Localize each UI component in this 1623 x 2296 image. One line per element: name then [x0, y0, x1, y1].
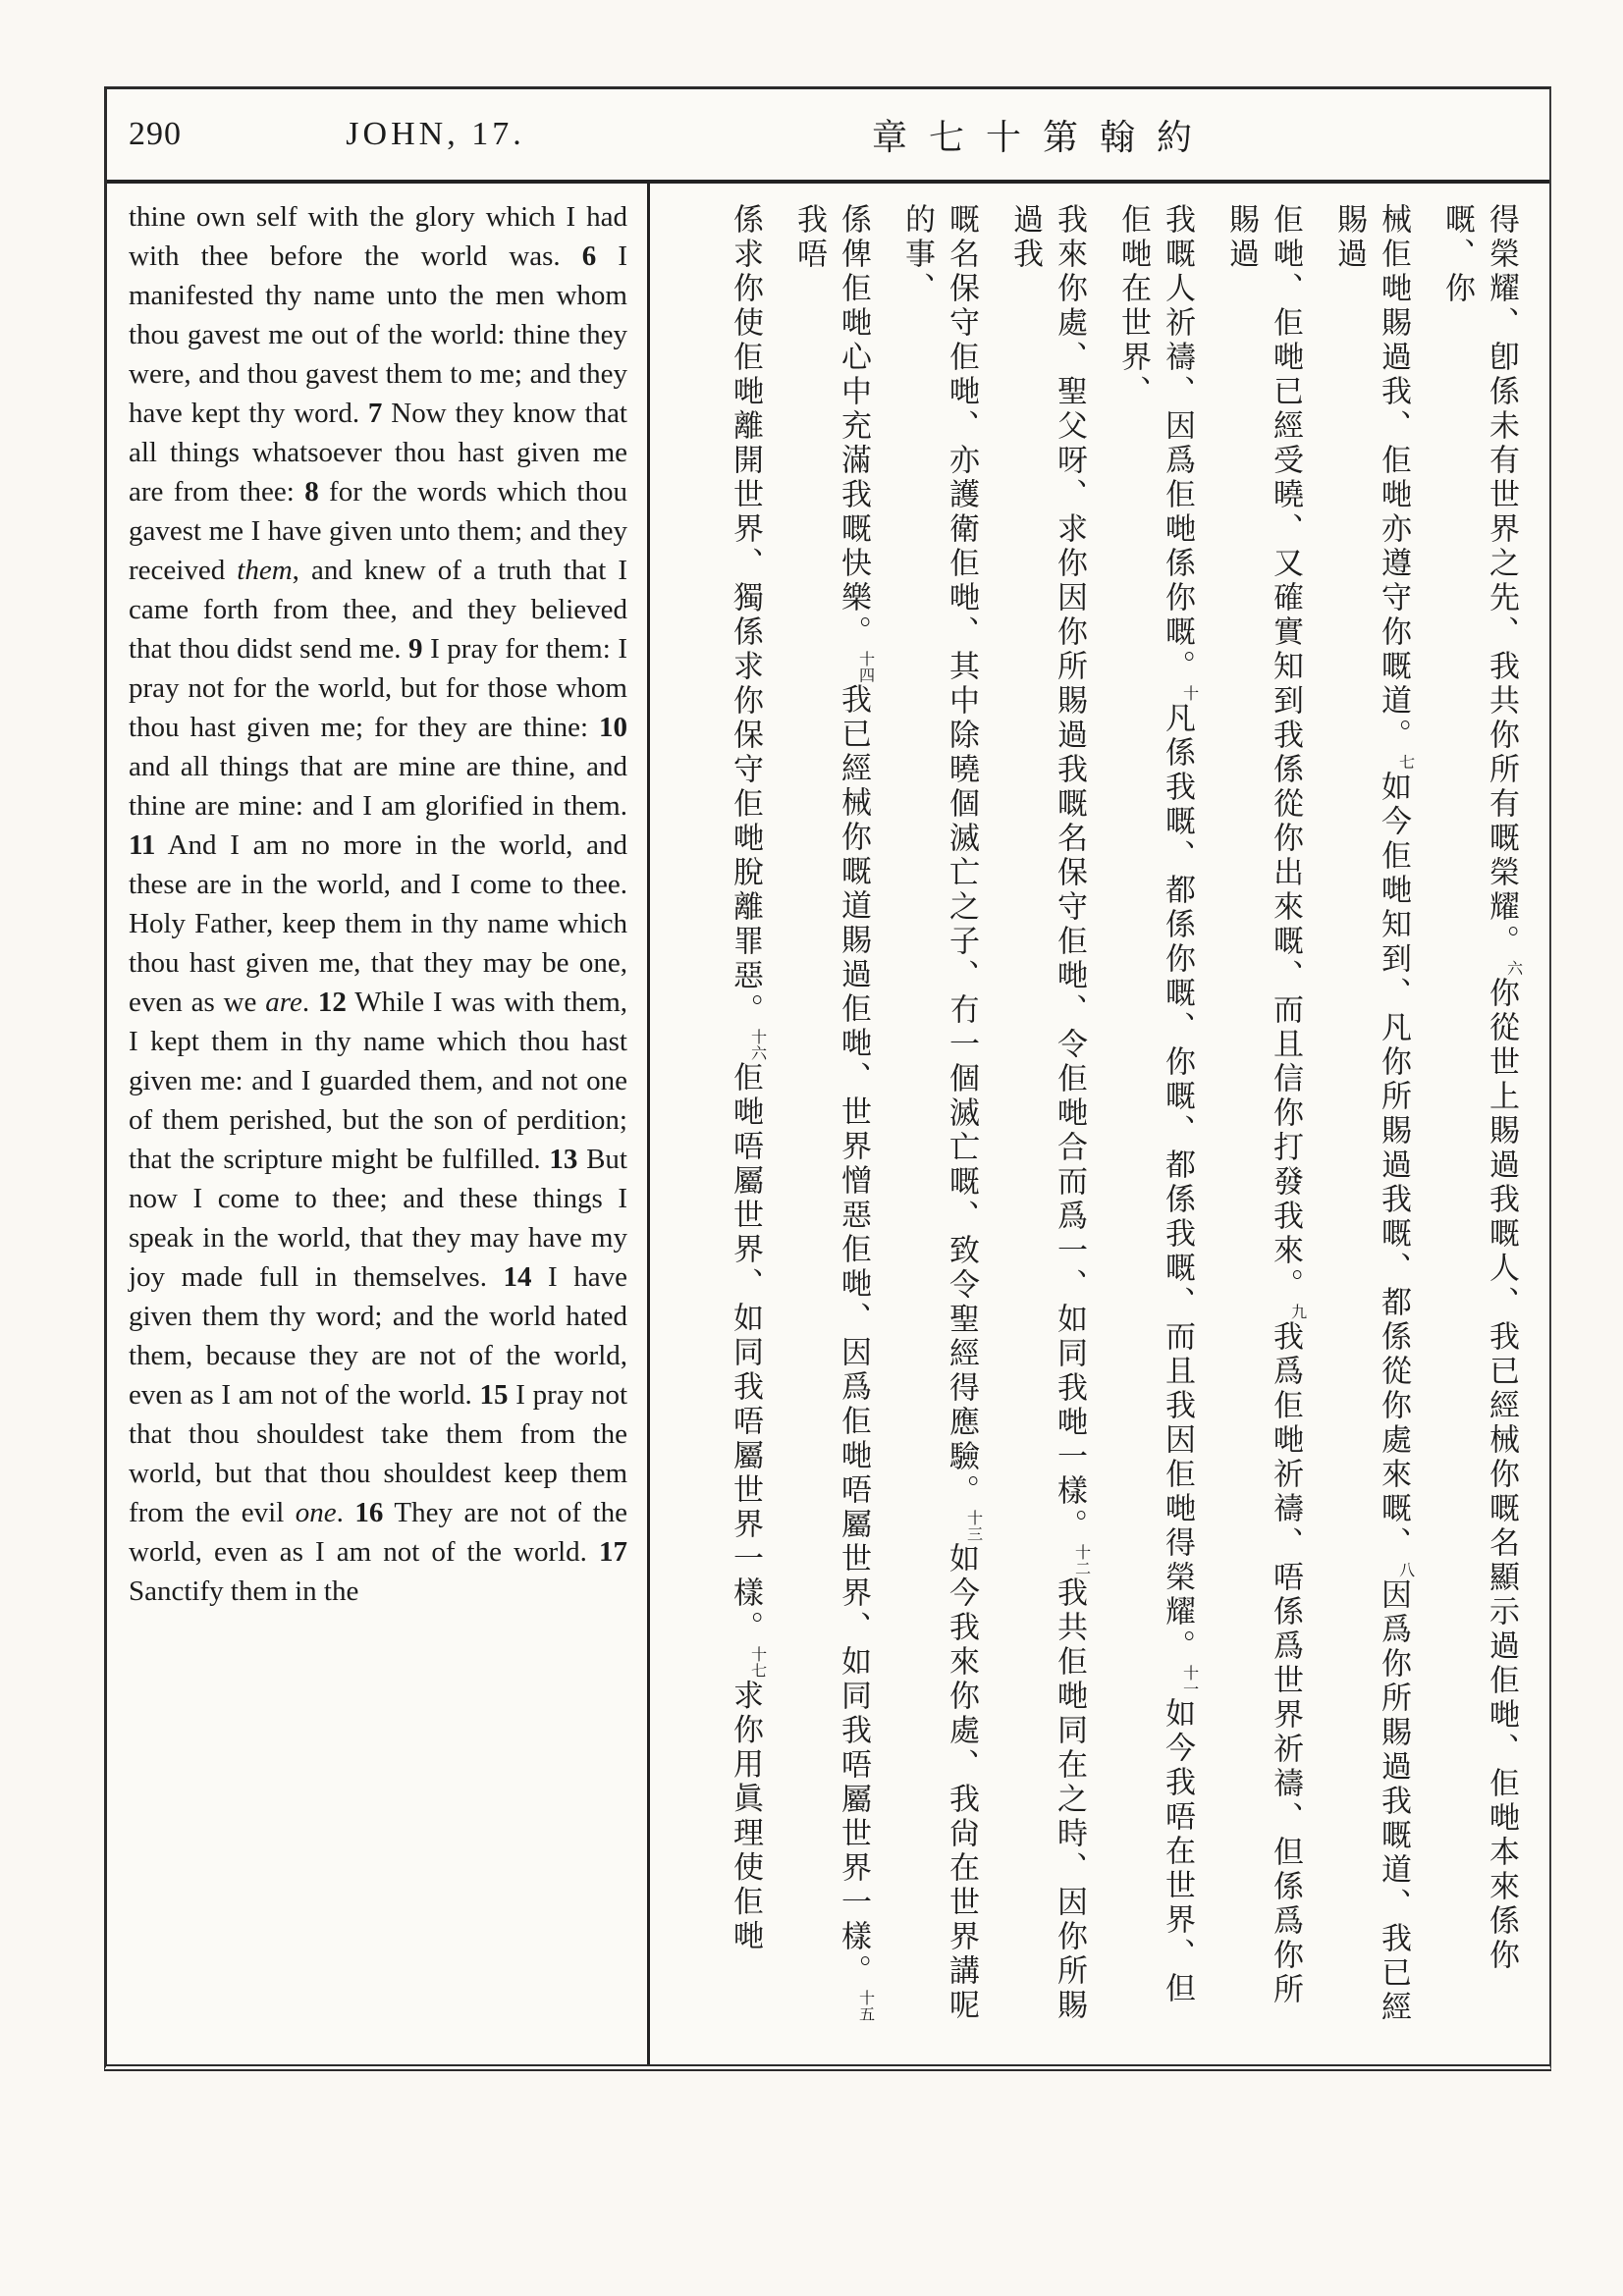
verse-text-run: I manifested thy name unto the men whom thou gavest me out of the world: thine they were, and thou gavest them to me; and they have kept thy word. [129, 240, 627, 429]
header-title-chinese: 章七十第翰約 [871, 117, 1214, 158]
chinese-column [984, 203, 1092, 2029]
chinese-column-area [650, 184, 1549, 2064]
verse-text-run: , and knew of a truth that I came forth from thee, and they believed that thou didst send me. [129, 555, 628, 665]
chinese-text-run: 如今我來你處、我尙在世界講呢的事、 [899, 203, 979, 2024]
verse-number: 11 [129, 829, 156, 861]
content-box [104, 86, 1551, 2071]
chinese-text-run: 嘅名保守佢哋、亦護衛佢哋、其中除曉個滅亡之子、冇一個滅亡嘅、致令聖經得應驗。 [944, 203, 979, 1509]
verse-text-run: Sanctify them in the [129, 1575, 359, 1607]
verse-text-run: I pray not that thou shouldest take them from the world, but that thou shouldest keep them from the evil [129, 1379, 627, 1528]
chinese-text-run: 我來你處、聖父呀、求你因你所賜過我嘅名保守佢哋、令佢哋合而爲一、如同我哋一樣。 [1052, 203, 1087, 1543]
verse-number: 12 [317, 987, 347, 1018]
page-header [107, 89, 1549, 184]
page-body [107, 184, 1549, 2064]
verse-text-run: . [301, 987, 318, 1018]
page-number: 290 [129, 116, 182, 152]
verse-number-marker: 八 [1396, 1562, 1415, 1578]
verse-number: 17 [599, 1536, 627, 1568]
verse-number: 7 [367, 398, 383, 429]
chinese-text-run: 佢哋唔屬世界、如同我唔屬世界一樣。 [728, 1061, 763, 1646]
chinese-text-run: 得榮耀、卽係未有世界之先、我共你所有嘅榮耀。 [1484, 203, 1519, 959]
verse-number-marker: 十七 [748, 1646, 767, 1679]
verse-text-run: . [336, 1497, 355, 1528]
chinese-text-run: 佢哋、佢哋已經受曉、又確實知到我係從你出來嘅、而且信你打發我來。 [1268, 203, 1303, 1303]
verse-number-marker: 十三 [964, 1510, 983, 1542]
verse-number-marker: 九 [1288, 1304, 1307, 1320]
italic-word: them [237, 555, 293, 586]
verse-number: 10 [599, 712, 627, 743]
chinese-text-run: 如今佢哋知到、凡你所賜過我嘅、都係從你處來嘅、 [1376, 771, 1411, 1562]
verse-number-marker: 十二 [1072, 1544, 1091, 1576]
english-verse-text [129, 197, 627, 1611]
verse-text-run: thine own self with the glory which I had with thee before the world was. [129, 201, 627, 272]
chinese-column [1416, 203, 1524, 2029]
verse-text-run: I have given them thy word; and the world hated them, because they are not of the world, even as I am not of the world. [129, 1261, 628, 1411]
header-title-english: JOHN, 17. [346, 116, 525, 152]
verse-text-run: They are not of the world, even as I am not of the world. [129, 1497, 627, 1568]
verse-number-marker: 十五 [856, 1990, 875, 2022]
verse-text-run: and all things that are mine are thine, and thine are mine: and I am glorified in them. [129, 751, 627, 822]
chinese-text-run: 我爲佢哋祈禱、唔係爲世界祈禱、但係爲你所賜過 [1223, 203, 1303, 2008]
verse-text-run: While I was with them, I kept them in thy name which thou hast given me: and I guarded them, and not one of them perished, but the son of perdition; that the scripture might be fulfilled. [129, 987, 627, 1175]
verse-number: 13 [549, 1144, 578, 1175]
verse-number: 16 [354, 1497, 384, 1528]
chinese-column [876, 203, 984, 2029]
chinese-text-run: 係俾佢哋心中充滿我嘅快樂。 [836, 203, 871, 650]
verse-number: 14 [503, 1261, 532, 1293]
english-column [107, 184, 650, 2064]
chinese-column [660, 203, 768, 2029]
verse-text-run: But now I come to thee; and these things I speak in the world, that they may have my joy made full in themselves. [129, 1144, 627, 1293]
verse-number-marker: 十 [1180, 685, 1199, 702]
italic-word: are [265, 987, 302, 1018]
verse-text-run: I pray for them: I pray not for the world, but for those whom thou hast given me; for they are thine: [129, 633, 628, 743]
chinese-text-run: 我已經械你嘅道賜過佢哋、世界憎惡佢哋、因爲佢哋唔屬世界、如同我唔屬世界一樣。 [836, 683, 871, 1990]
verse-number-marker: 七 [1396, 754, 1415, 771]
chinese-text-run: 如今我唔在世界、但佢哋在世界、 [1115, 203, 1195, 2007]
chinese-column [1092, 203, 1200, 2029]
chinese-text-run: 求你用眞理使佢哋 [728, 1679, 763, 1954]
chinese-column [768, 203, 876, 2029]
chinese-text-run: 我嘅人祈禱、因爲佢哋係你嘅。 [1160, 203, 1195, 684]
verse-number-marker: 六 [1504, 960, 1523, 977]
chinese-text-run: 凡係我嘅、都係你嘅、你嘅、都係我嘅、而且我因佢哋得榮耀。 [1160, 702, 1195, 1665]
verse-number-marker: 十四 [856, 651, 875, 683]
italic-word: one [295, 1497, 337, 1528]
verse-number-marker: 十一 [1180, 1665, 1199, 1697]
verse-number-marker: 十六 [748, 1029, 767, 1061]
chinese-text-run: 你從世上賜過我嘅人、我已經械你嘅名顯示過佢哋、佢哋本來係你嘅、你 [1439, 203, 1519, 1974]
verse-number: 9 [408, 633, 423, 665]
header-left [107, 89, 654, 180]
chinese-text-run: 因爲你所賜過我嘅道、我已經賜過 [1331, 203, 1411, 2026]
verse-text-run: Now they know that all things whatsoever thou hast given me are from thee: [129, 398, 627, 507]
chinese-column [1308, 203, 1416, 2029]
chinese-column [1200, 203, 1308, 2029]
verse-number: 15 [479, 1379, 509, 1411]
verse-text-run: for the words which thou gavest me I have given unto them; and they received [129, 476, 627, 586]
chinese-text-run: 我唔 [791, 203, 827, 272]
chinese-text-run: 械佢哋賜過我、佢哋亦遵守你嘅道。 [1376, 203, 1411, 753]
verse-number: 6 [581, 240, 597, 272]
chinese-text-run: 係求你使佢哋離開世界、獨係求你保守佢哋脫離罪惡。 [728, 203, 763, 1028]
verse-number: 8 [304, 476, 319, 507]
chinese-text-run: 我共佢哋同在之時、因你所賜過我 [1007, 203, 1087, 2024]
verse-text-run: And I am no more in the world, and these are in the world, and I come to thee. Holy Father, keep them in thy name which thou hast given me, that they may be one, even as we [129, 829, 627, 1018]
